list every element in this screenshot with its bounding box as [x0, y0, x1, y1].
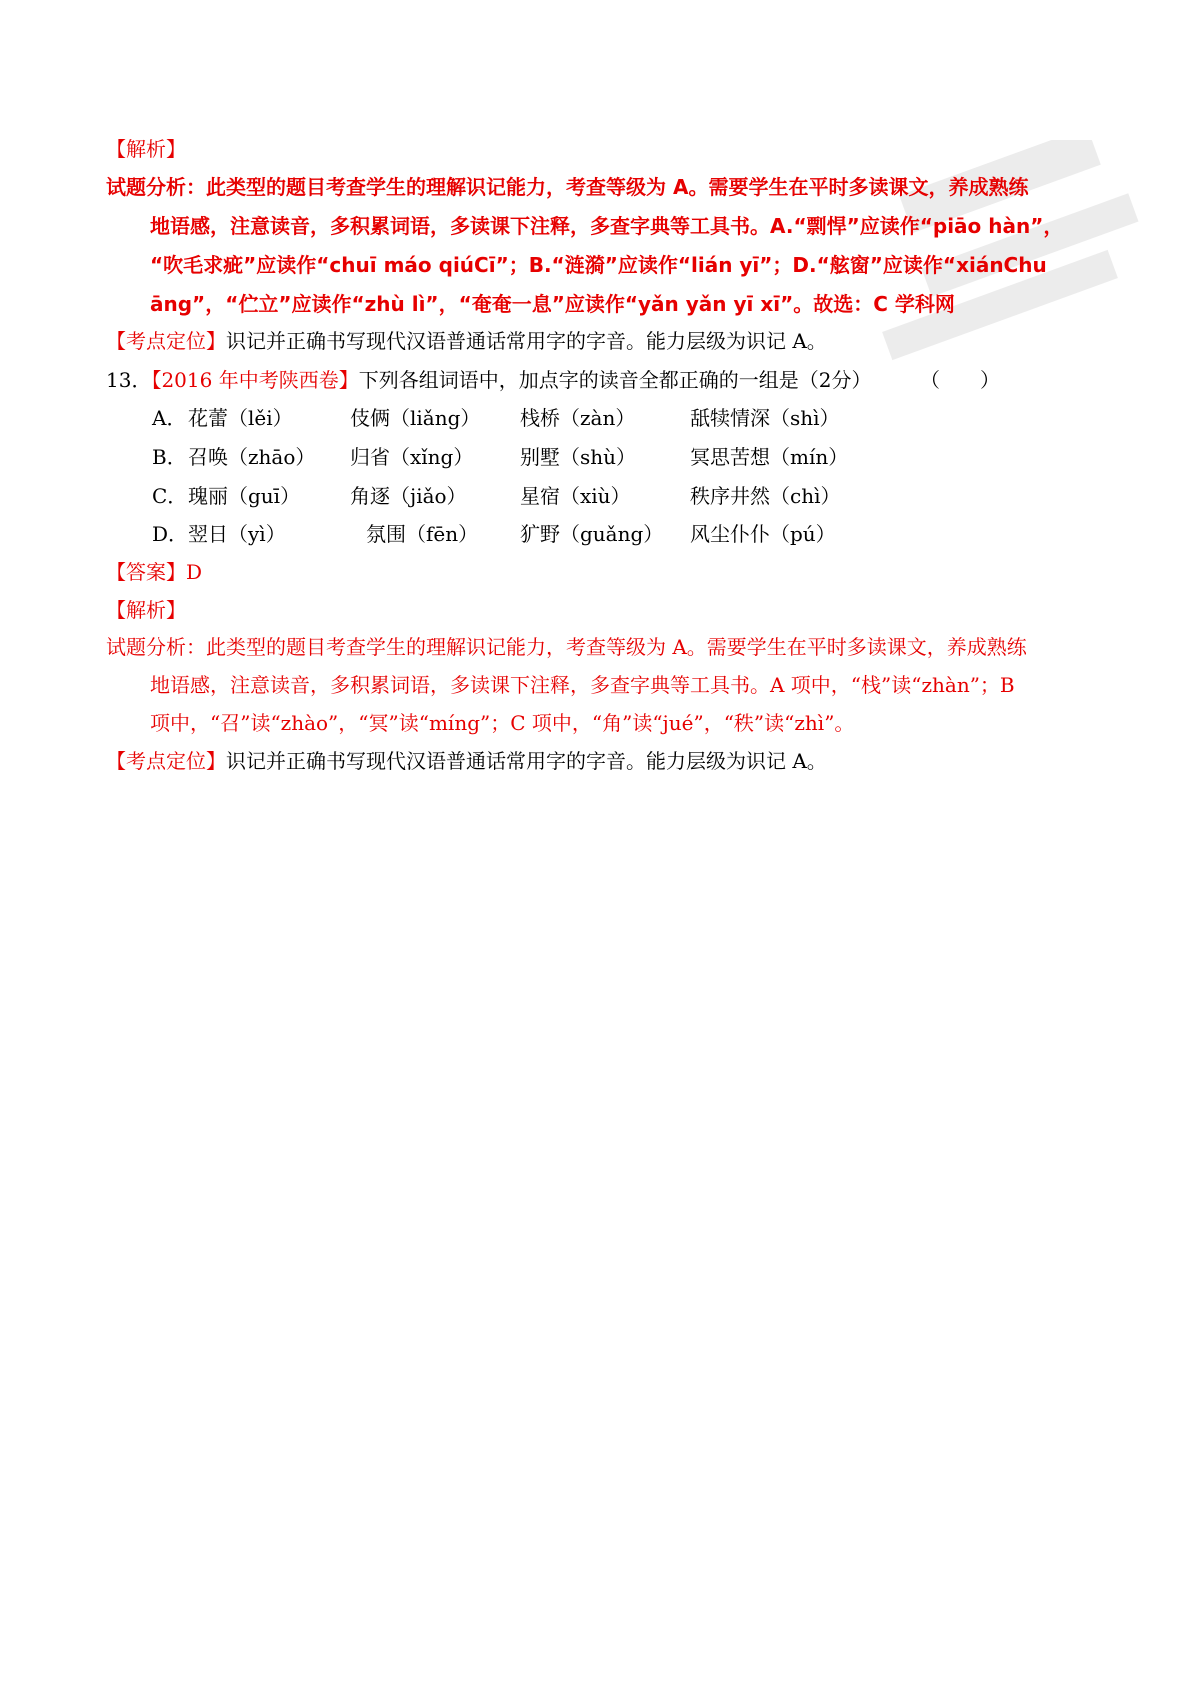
key-point-label: 【考点定位】: [106, 749, 226, 773]
option-item: 别墅（shù）: [520, 445, 637, 469]
answer-label: 【答案】: [106, 560, 186, 584]
option-item: 秩序井然（chì）: [690, 484, 841, 508]
option-item: 舐犊情深（shì）: [690, 406, 840, 430]
analysis-line-3: “吹毛求疵”应读作“chuī máo qiúCī”；B.“涟漪”应读作“lián yī”；D.“舷窗”应读作“xiánChu: [150, 253, 1047, 277]
question-text: 下列各组词语中，加点字的读音全都正确的一组是（2分）: [358, 368, 872, 392]
answer: [106, 559, 202, 585]
option-item: 冥思苦想（mín）: [690, 445, 849, 469]
option-item: 角逐（jiǎo）: [350, 484, 467, 508]
option-item: 瑰丽（guī）: [188, 484, 301, 508]
analysis-line-3: 项中，“召”读“zhào”，“冥”读“míng”；C 项中，“角”读“jué”，“秩”读“zhì”。: [150, 711, 855, 735]
key-point-text: 识记并正确书写现代汉语普通话常用字的字音。能力层级为识记 A。: [226, 329, 827, 353]
analysis-label: 【解析】: [106, 137, 186, 161]
question-stem: [106, 367, 871, 393]
key-point: [106, 328, 827, 354]
option-item: 翌日（yì）: [188, 522, 286, 546]
analysis-line-1: 试题分析：此类型的题目考查学生的理解识记能力，考查等级为 A。需要学生在平时多读课文，养成熟练: [106, 175, 1029, 199]
key-point: [106, 748, 827, 774]
analysis-label: 【解析】: [106, 598, 186, 622]
analysis-line-2: 地语感，注意读音，多积累词语，多读课下注释，多查字典等工具书。A.“剽悍”应读作“piāo hàn”，: [150, 214, 1064, 238]
option-letter: D．: [152, 522, 189, 546]
option-letter: C．: [152, 484, 188, 508]
option-item: 归省（xǐng）: [350, 445, 474, 469]
option-item: 星宿（xiù）: [520, 484, 631, 508]
question-number: 13．: [106, 368, 152, 392]
analysis-line-1: 试题分析：此类型的题目考查学生的理解识记能力，考查等级为 A。需要学生在平时多读课文，养成熟练: [106, 635, 1027, 659]
analysis-line-2: 地语感，注意读音，多积累词语，多读课下注释，多查字典等工具书。A 项中，“栈”读“zhàn”；B: [150, 673, 1015, 697]
option-item: 栈桥（zàn）: [520, 406, 636, 430]
option-item: 氛围（fēn）: [366, 522, 479, 546]
option-item: 伎俩（liǎng）: [350, 406, 481, 430]
key-point-text: 识记并正确书写现代汉语普通话常用字的字音。能力层级为识记 A。: [226, 749, 827, 773]
option-item: 风尘仆仆（pú）: [690, 522, 836, 546]
answer-paren: （ ）: [920, 368, 1000, 392]
option-letter: A．: [152, 406, 187, 430]
answer-value: D: [186, 560, 203, 584]
key-point-label: 【考点定位】: [106, 329, 226, 353]
option-letter: B．: [152, 445, 187, 469]
question-source: 【2016 年中考陕西卷】: [151, 368, 359, 392]
option-item: 召唤（zhāo）: [188, 445, 316, 469]
analysis-line-4: āng”，“伫立”应读作“zhù lì”，“奄奄一息”应读作“yǎn yǎn yī xī”。故选：C 学科网: [150, 292, 955, 316]
option-item: 犷野（guǎng）: [520, 522, 664, 546]
option-item: 花蕾（lěi）: [188, 406, 293, 430]
